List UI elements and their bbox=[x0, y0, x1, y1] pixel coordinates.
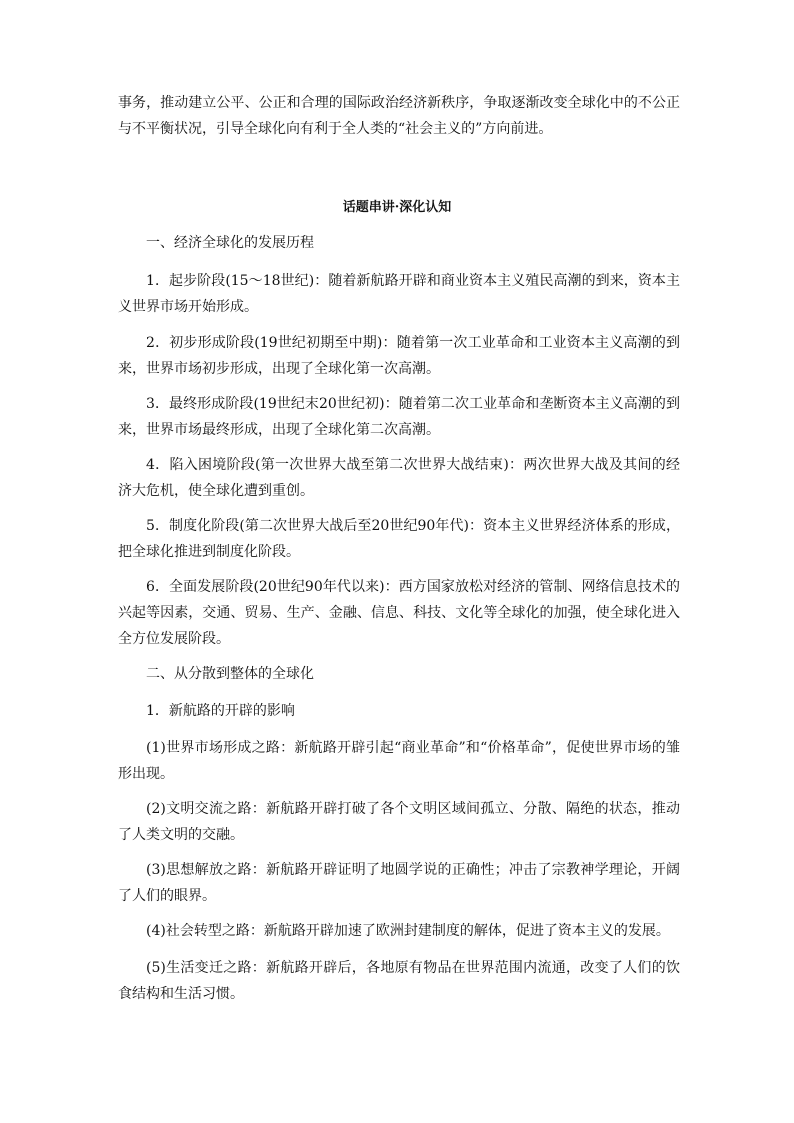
part2-item: (5)生活变迁之路：新航路开辟后，各地原有物品在世界范围内流通，改变了人们的饮食结构和生活习惯。 bbox=[118, 960, 680, 1002]
part1-heading: 一、经济全球化的发展历程 bbox=[146, 235, 314, 251]
part2-item: (2)文明交流之路：新航路开辟打破了各个文明区域间孤立、分散、隔绝的状态，推动了人类文明的交融。 bbox=[118, 801, 680, 843]
part1-item: 5．制度化阶段(第二次世界大战后至20世纪90年代)：资本主义世界经济体系的形成，把全球化推进到制度化阶段。 bbox=[118, 518, 680, 560]
part2-item: (3)思想解放之路：新航路开辟证明了地圆学说的正确性；冲击了宗教神学理论，开阔了人们的眼界。 bbox=[118, 862, 680, 904]
part1-item: 3．最终形成阶段(19世纪末20世纪初)：随着第二次工业革命和垄断资本主义高潮的到来，世界市场最终形成，出现了全球化第二次高潮。 bbox=[118, 396, 680, 438]
part1-item: 2．初步形成阶段(19世纪初期至中期)：随着第一次工业革命和工业资本主义高潮的到来，世界市场初步形成，出现了全球化第一次高潮。 bbox=[118, 335, 680, 377]
part1-item: 1．起步阶段(15～18世纪)：随着新航路开辟和商业资本主义殖民高潮的到来，资本主义世界市场开始形成。 bbox=[118, 273, 680, 315]
part2-item: (4)社会转型之路：新航路开辟加速了欧洲封建制度的解体，促进了资本主义的发展。 bbox=[146, 923, 670, 939]
part2-subheading: 1．新航路的开辟的影响 bbox=[146, 703, 295, 719]
part2-heading: 二、从分散到整体的全球化 bbox=[146, 666, 314, 682]
part1-item: 6．全面发展阶段(20世纪90年代以来)：西方国家放松对经济的管制、网络信息技术的兴起等因素，交通、贸易、生产、金融、信息、科技、文化等全球化的加强，使全球化进入全方位发展阶段。 bbox=[118, 579, 680, 647]
part1-item: 4．陷入困境阶段(第一次世界大战至第二次世界大战结束)：两次世界大战及其间的经济大危机，使全球化遭到重创。 bbox=[118, 457, 680, 499]
intro-paragraph: 事务，推动建立公平、公正和合理的国际政治经济新秩序，争取逐渐改变全球化中的不公正与不平衡状况，引导全球化向有利于全人类的“社会主义的”方向前进。 bbox=[118, 95, 680, 137]
part2-item: (1)世界市场形成之路：新航路开辟引起“商业革命”和“价格革命”，促使世界市场的雏形出现。 bbox=[118, 740, 680, 782]
section-title: 话题串讲·深化认知 bbox=[342, 200, 452, 215]
